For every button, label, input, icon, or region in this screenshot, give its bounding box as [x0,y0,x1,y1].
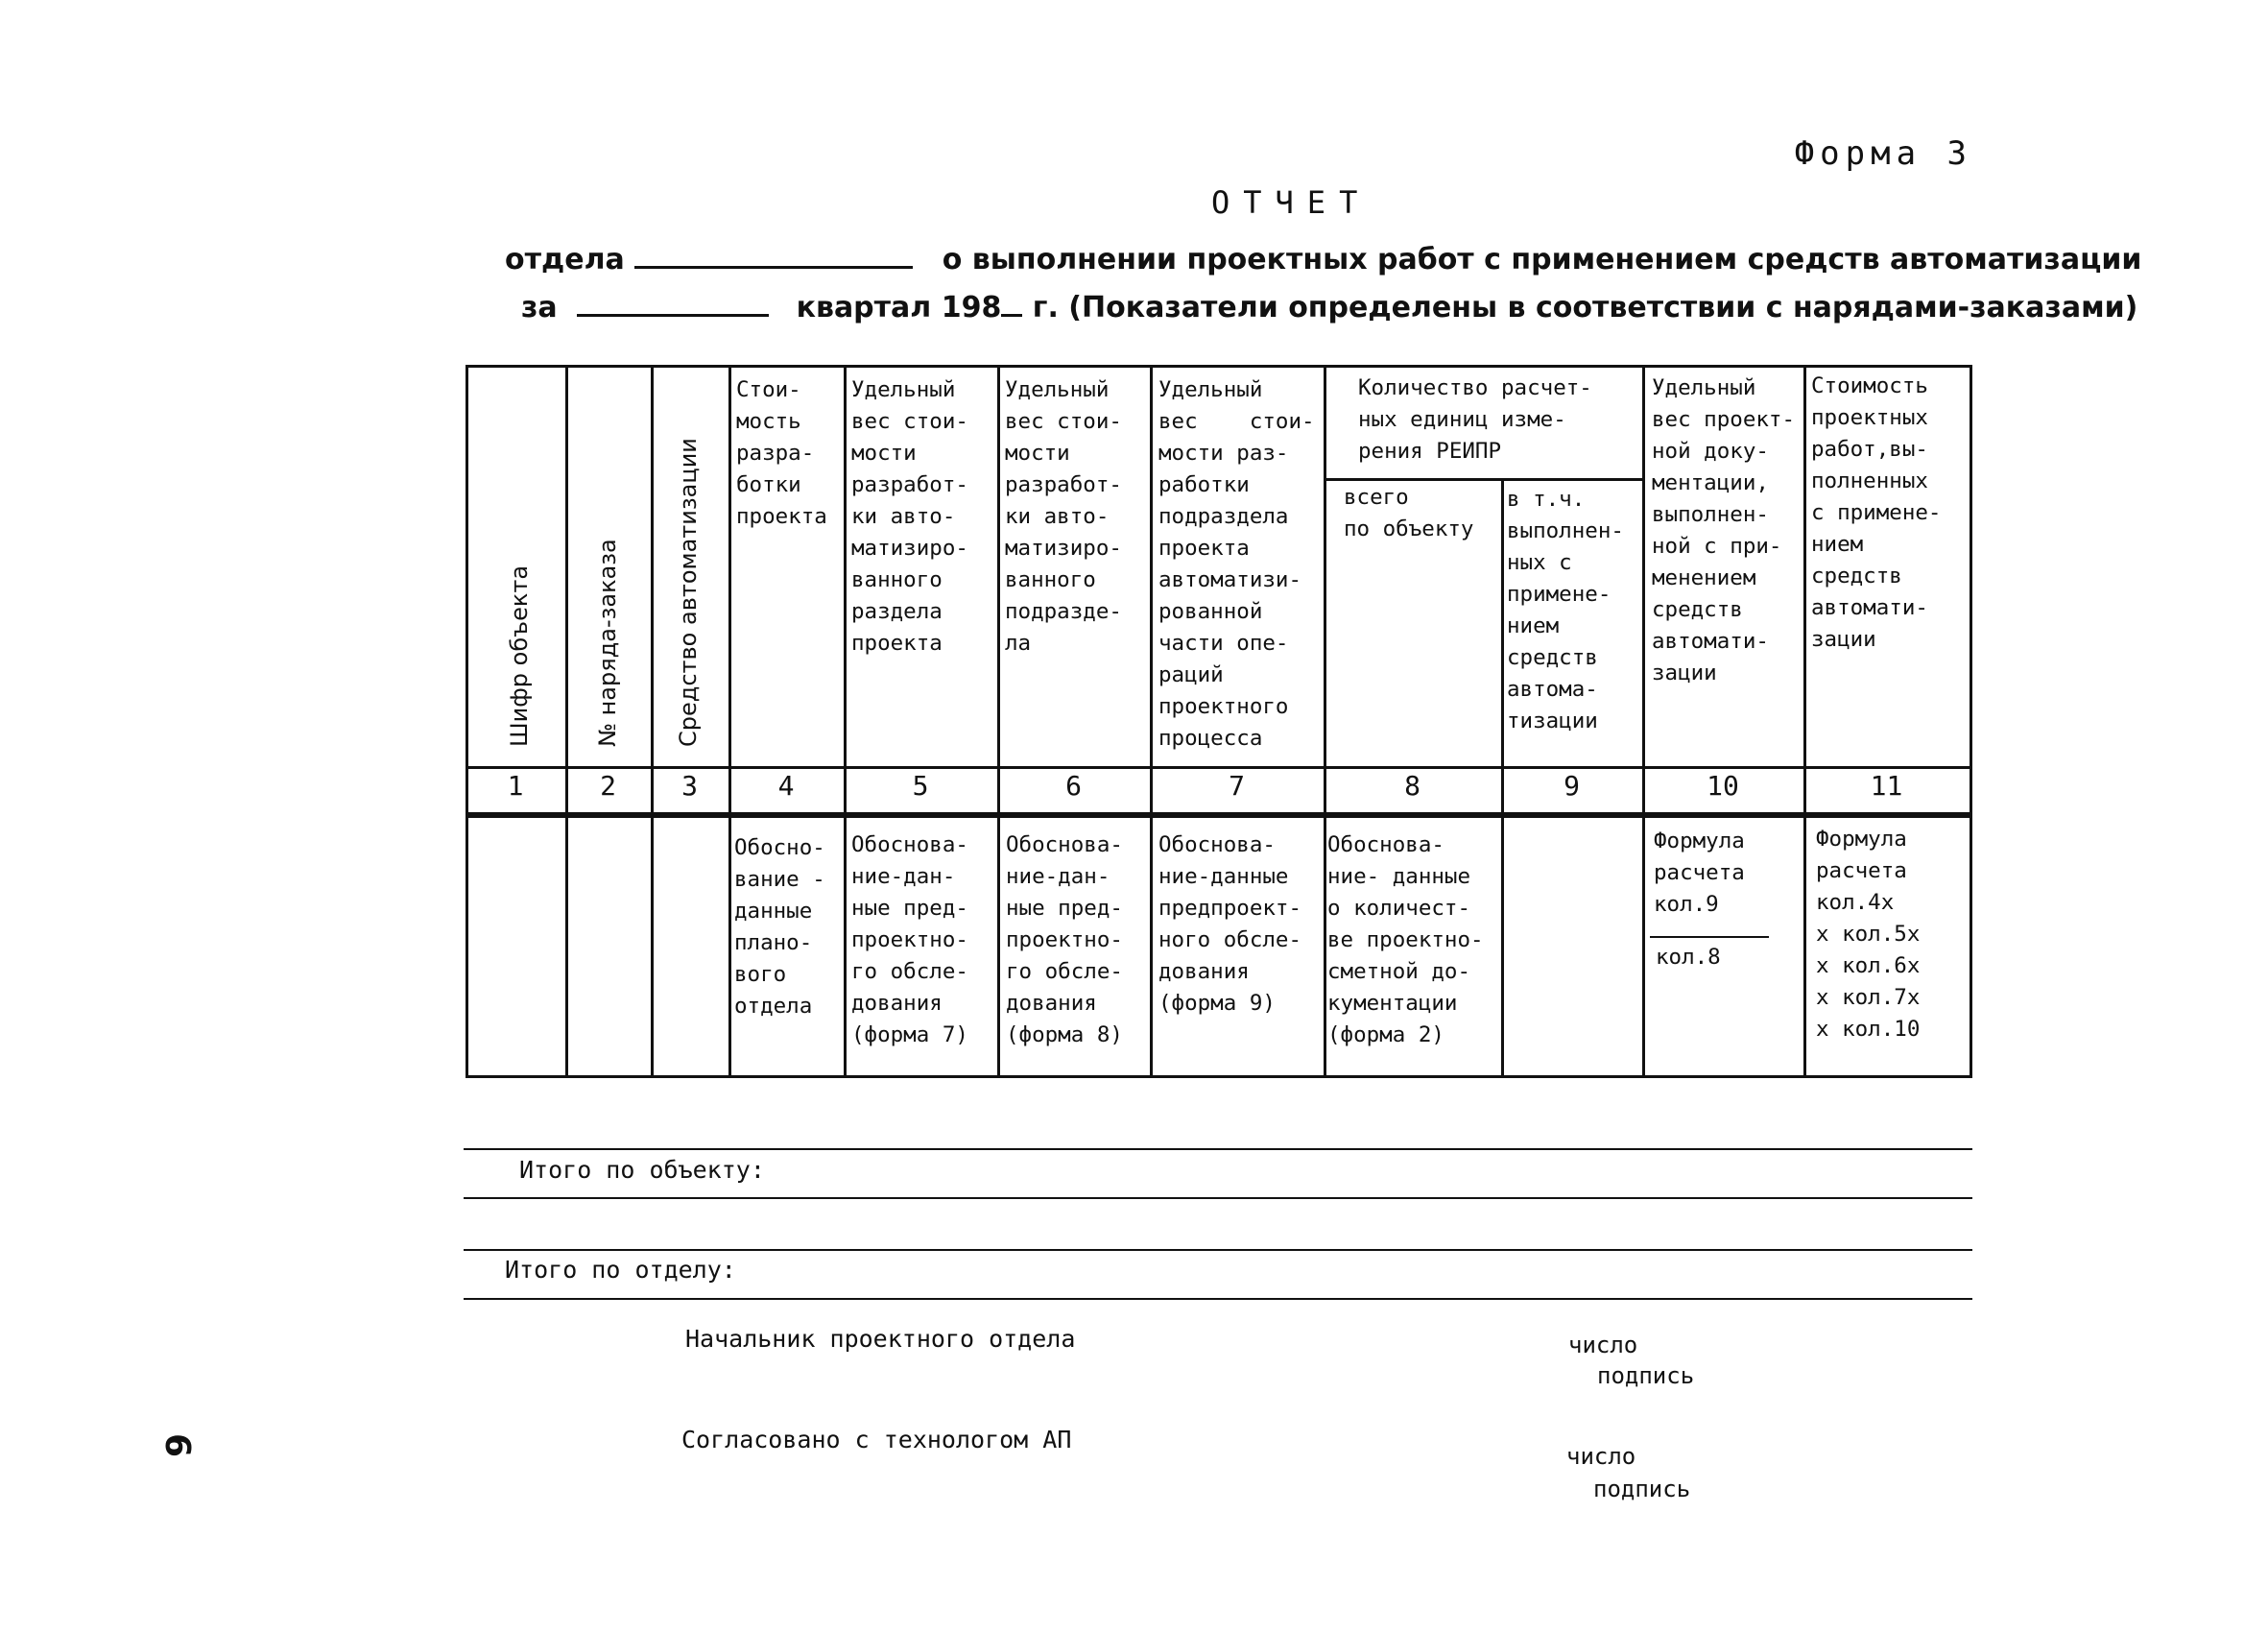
total-by-department: Итого по отделу: [505,1256,736,1284]
header-col-7: Удельный вес стои- мости раз- работки подраздела проекта автоматизи- рованной части опе- раций проектного процесса [1158,377,1315,751]
agreed-date-label: число [1566,1443,1636,1470]
header-col-6: Удельный вес стои- мости разработ- ки авто- матизиро- ванного подразде- ла [1005,377,1122,656]
column-number-border [466,812,1972,818]
head-signature-label: подпись [1597,1362,1695,1389]
group-header-reipr: Количество расчет- ных единиц изме- рения РЕИПР [1358,375,1592,464]
header-line1-prefix: отдела [505,243,625,276]
col-line-4 [844,365,847,1078]
col-num-8: 8 [1404,770,1420,802]
group-header-divider [1325,478,1643,481]
col-line-11 [1970,365,1972,1078]
header-col-2: № наряда-заказа [594,539,621,747]
col-line-6 [1150,365,1153,1078]
col-line-1 [565,365,568,1078]
col-num-10: 10 [1707,770,1739,802]
header-line2-suffix: квартал 198 [796,291,1002,324]
col-line-2 [651,365,654,1078]
head-date-label: число [1568,1332,1638,1358]
quarter-blank-field [577,308,769,317]
totals-rule-4 [464,1298,1972,1300]
data-col-10-denominator: кол.8 [1656,945,1721,970]
col-num-6: 6 [1065,770,1082,802]
col-line-5 [997,365,1000,1078]
data-col-6: Обоснова- ние-дан- ные пред- проектно- го обсле- дования (форма 8) [1006,832,1123,1047]
header-col-11: Стоимость проектных работ,вы- полненных с примене- нием средств автомати- зации [1811,373,1942,652]
totals-rule-2 [464,1197,1972,1199]
data-col-5: Обоснова- ние-дан- ные пред- проектно- го обсле- дования (форма 7) [851,832,968,1047]
col-num-7: 7 [1229,770,1245,802]
header-line2-prefix: за [521,291,558,324]
totals-rule-3 [464,1249,1972,1251]
header-line-2 [521,291,2137,324]
col-num-9: 9 [1564,770,1580,802]
page-number: 6 [157,1432,198,1458]
header-col-5: Удельный вес стои- мости разработ- ки авто- матизиро- ванного раздела проекта [851,377,968,656]
col-line-9 [1642,365,1645,1078]
col-line-10 [1803,365,1806,1078]
col-num-11: 11 [1870,770,1903,802]
head-of-department-label: Начальник проектного отдела [685,1325,1076,1353]
header-line2-suffix2: г. (Показатели определены в соответствии с нарядами-заказами) [1032,291,2138,324]
col-line-3 [728,365,731,1078]
year-blank-field [1001,308,1022,317]
col-num-3: 3 [681,770,698,802]
report-title: ОТЧЕТ [1211,184,1372,221]
form-label: Форма 3 [1794,134,1972,173]
header-line1-suffix: о выполнении проектных работ с применением средств автоматизации [942,243,2142,276]
department-blank-field [634,260,913,269]
col-line-7 [1324,365,1326,1078]
report-table [466,365,1972,1079]
table-bottom-border [466,1075,1972,1078]
header-col-4: Стои- мость разра- ботки проекта [736,377,827,529]
data-col-7: Обоснова- ние-данные предпроект- ного обсле- дования (форма 9) [1158,832,1302,1016]
col-num-4: 4 [777,770,795,802]
col-line-0 [466,365,468,1078]
agreed-signature-label: подпись [1593,1476,1691,1502]
col-num-2: 2 [600,770,616,802]
data-col-8: Обоснова- ние- данные о количест- ве проектно- сметной до- кументации (форма 2) [1327,832,1484,1047]
header-line-1 [505,243,2141,276]
table-top-border [466,365,1972,368]
total-by-object: Итого по объекту: [519,1156,765,1184]
totals-rule-1 [464,1148,1972,1150]
header-col-9: в т.ч. выполнен- ных с примене- нием средств автома- тизации [1507,487,1624,733]
header-col-1: Шифр объекта [506,564,533,747]
header-col-10: Удельный вес проект- ной доку- ментации, выполнен- ной с при- менением средств автомати- зации [1652,375,1796,685]
header-col-8: всего по объекту [1344,485,1474,541]
agreed-with-technologist-label: Согласовано с технологом АП [681,1426,1072,1453]
header-bottom-border [466,766,1972,769]
data-col-4: Обосно- вание - данные плано- вого отдела [734,835,825,1019]
col-num-5: 5 [912,770,929,802]
col-num-1: 1 [507,770,524,802]
fraction-line [1650,936,1769,938]
data-col-10-numerator: Формула расчета кол.9 [1654,829,1745,917]
header-col-3: Средство автоматизации [675,438,702,747]
data-col-11: Формула расчета кол.4х х кол.5х х кол.6х х кол.7х х кол.10 [1816,827,1921,1042]
